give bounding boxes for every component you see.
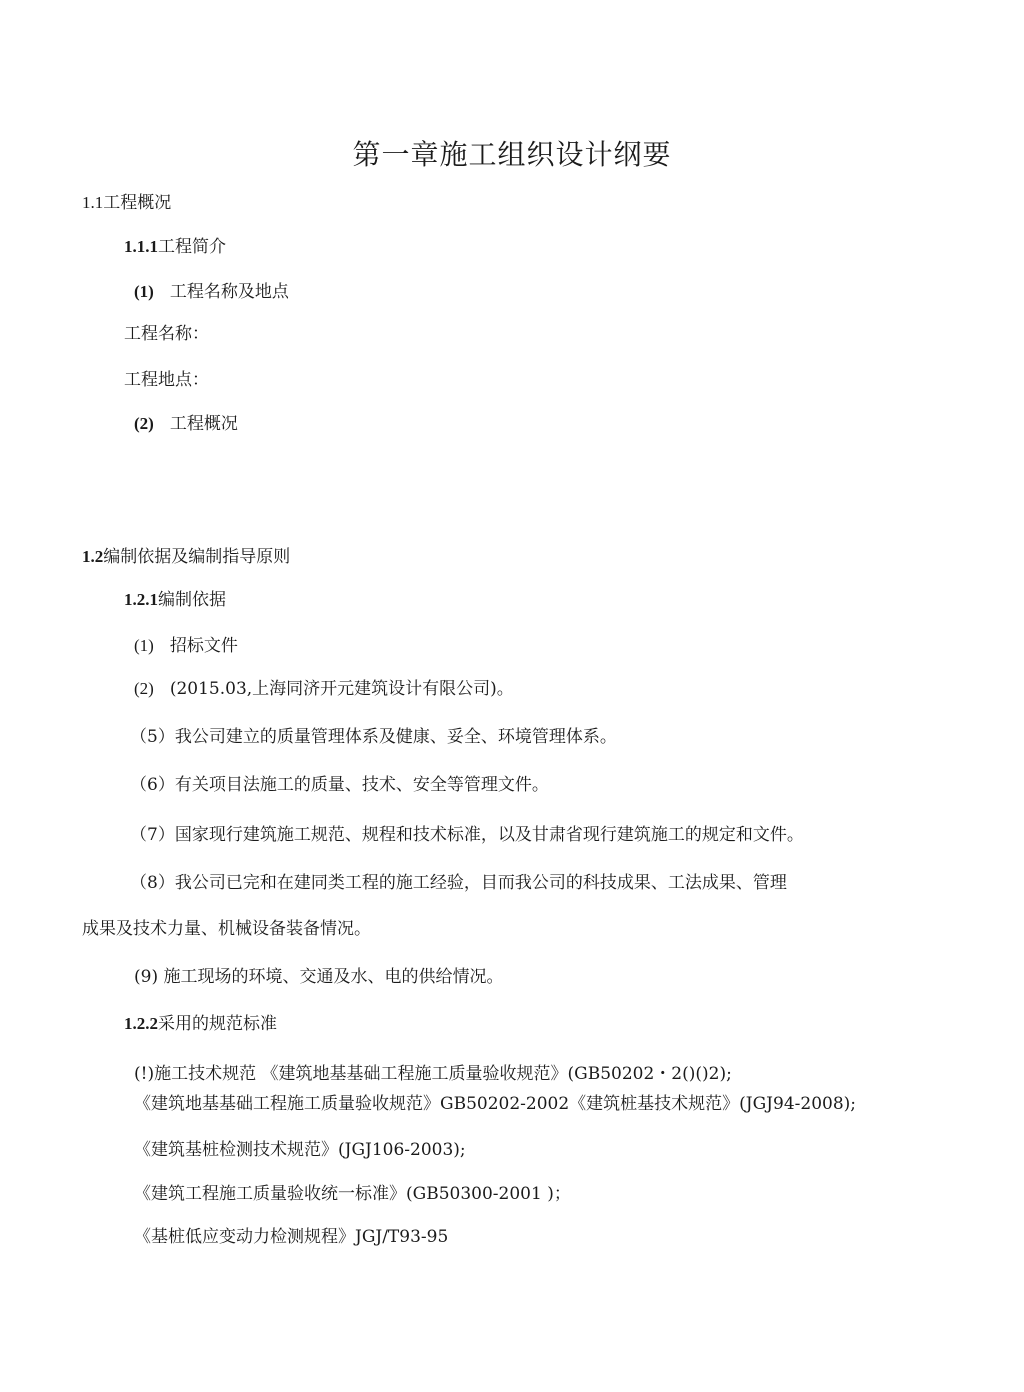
item-number: （6） (130, 775, 175, 795)
section-number: 1.2 (82, 547, 104, 566)
item-number: (2) (134, 679, 154, 698)
section-text: 编制依据 (158, 590, 226, 610)
section-number: 1.1.1 (124, 237, 158, 256)
item-text: 我公司建立的质量管理体系及健康、妥全、环境管理体系。 (174, 727, 617, 747)
standard-item: 《建筑基桩检测技术规范》(JGJ106-2003); (134, 1140, 466, 1160)
basis-item (134, 635, 238, 657)
standard-item: 《基桩低应变动力检测规程》JGJ/T93-95 (134, 1227, 449, 1247)
basis-item (130, 774, 549, 796)
basis-item (134, 678, 514, 700)
project-place-label: 工程地点： (124, 370, 209, 390)
section-text: 编制依据及编制指导原则 (103, 547, 291, 567)
item-name-location (134, 281, 289, 303)
item-number: (1) (134, 282, 154, 301)
section-number: 1.2.1 (124, 590, 158, 609)
section-heading-1-2 (82, 546, 290, 568)
standard-item: 《建筑地基基础工程施工质量验收规范》GB50202-2002《建筑桩基技术规范》(JGJ94-2008); (134, 1094, 857, 1114)
item-text: (2015.03,上海同济开元建筑设计有限公司)。 (169, 679, 514, 699)
basis-item (130, 824, 804, 846)
item-text: 我公司已完和在建同类工程的施工经验，目而我公司的科技成果、工法成果、管理 (174, 873, 787, 893)
item-overview (134, 413, 238, 435)
basis-item-continuation: 成果及技术力量、机械设备装备情况。 (82, 919, 371, 939)
item-text: 国家现行建筑施工规范、规程和技术标准，以及甘肃省现行建筑施工的规定和文件。 (174, 825, 804, 845)
section-text: 工程简介 (158, 237, 226, 257)
project-name-label: 工程名称： (124, 324, 209, 344)
item-text: 招标文件 (169, 636, 238, 656)
standard-item: (!)施工技术规范 《建筑地基基础工程施工质量验收规范》(GB50202・2()()2); (134, 1064, 732, 1084)
section-number: 1.2.2 (124, 1014, 158, 1033)
item-number: (2) (134, 414, 154, 433)
item-number: (1) (134, 636, 154, 655)
item-number: （8） (130, 873, 175, 893)
item-text: 工程名称及地点 (169, 282, 289, 302)
chapter-title: 第一章施工组织设计纲要 (352, 138, 672, 171)
section-heading-1-2-2 (124, 1013, 277, 1035)
item-text: 有关项目法施工的质量、技术、安全等管理文件。 (174, 775, 549, 795)
basis-item (130, 872, 787, 894)
section-heading-1-1 (82, 192, 171, 214)
item-text: 工程概况 (169, 414, 238, 434)
section-number: 1.1 (82, 193, 104, 212)
standard-item: 《建筑工程施工质量验收统一标准》(GB50300-2001 )； (134, 1184, 571, 1204)
item-number: （7） (130, 825, 175, 845)
basis-item (130, 726, 617, 748)
basis-item: (9) 施工现场的环境、交通及水、电的供给情况。 (134, 967, 504, 987)
section-heading-1-2-1 (124, 589, 226, 611)
section-heading-1-1-1 (124, 236, 226, 258)
section-text: 采用的规范标准 (158, 1014, 277, 1034)
item-number: （5） (130, 727, 175, 747)
section-text: 工程概况 (103, 193, 172, 213)
